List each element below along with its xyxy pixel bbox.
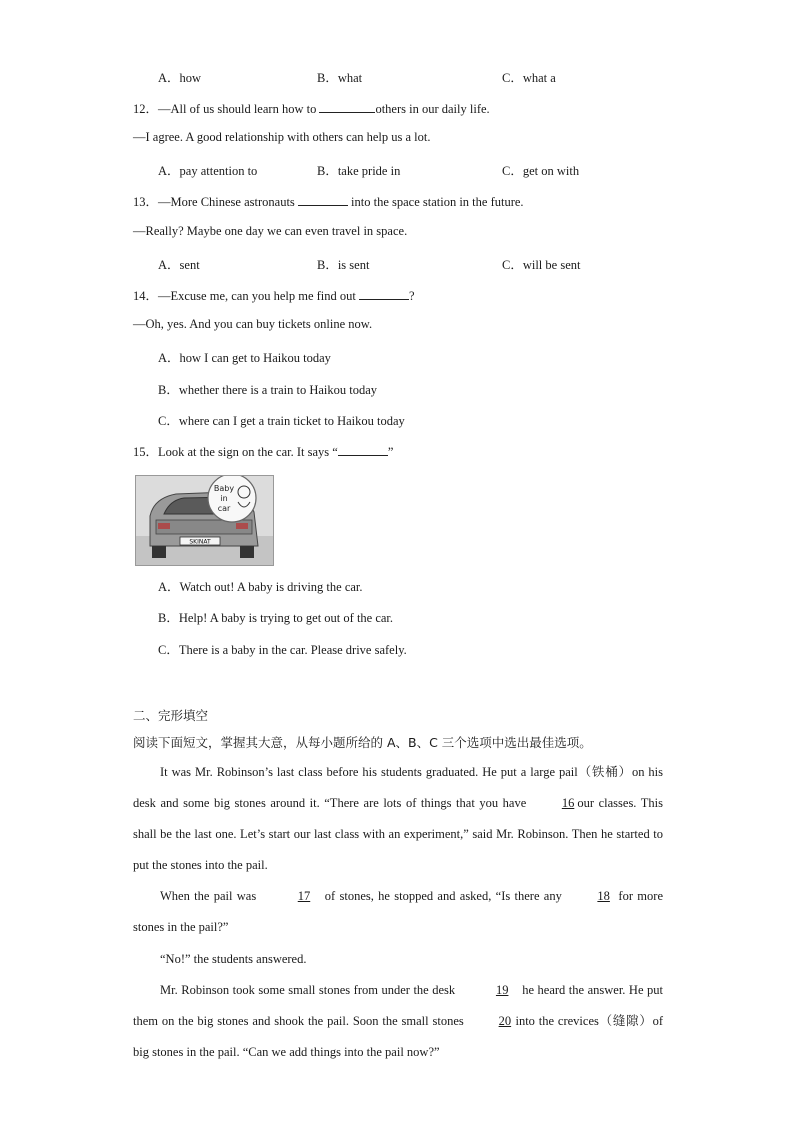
passage-paragraph-3: “No!” the students answered.	[160, 952, 307, 966]
car-illustration	[136, 476, 273, 565]
sign-word-car: car	[217, 504, 231, 513]
sign-word-in: in	[220, 494, 228, 503]
q12-blank	[319, 100, 375, 113]
q12-option-c: C．get on with	[502, 164, 580, 178]
q13-stem	[133, 192, 524, 210]
q14-stem	[133, 286, 415, 304]
car-plate-text: SKINAT	[189, 538, 211, 546]
q11-option-a: A．how	[158, 71, 202, 85]
q14-reply: —Oh, yes. And you can buy tickets online now.	[133, 317, 373, 331]
blank-20: 20	[498, 1014, 512, 1028]
q15-stem-pre: 15．Look at the sign on the car. It says “	[133, 445, 338, 459]
q12-reply: —I agree. A good relationship with others can help us a lot.	[133, 130, 431, 144]
q15-option-c: C．There is a baby in the car. Please drive safely.	[158, 643, 407, 657]
p4-text-b: he heard the answer. He put them on the big stones and shook the pail. Soon the small stones	[133, 983, 663, 1028]
p2-text-a: When the pail was	[160, 889, 261, 903]
p2-text-b: of stones, he stopped and asked, “Is there any	[320, 889, 567, 903]
p2-text-c: for more stones in the pail?”	[133, 889, 663, 934]
sign-word-baby: Baby	[213, 484, 235, 493]
q14-option-b: B．whether there is a train to Haikou today	[158, 383, 378, 397]
q14-option-c: C．where can I get a train ticket to Haikou today	[158, 414, 405, 428]
blank-18: 18	[597, 889, 610, 903]
q14-stem-post: ?	[409, 289, 415, 303]
q13-option-a: A．sent	[158, 258, 200, 272]
q12-option-b: B．take pride in	[317, 164, 401, 178]
q13-option-c: C．will be sent	[502, 258, 581, 272]
p4-text-c: into the crevices（缝隙）of big stones in the pail. “Can we add things into the pail now?”	[133, 1014, 663, 1059]
q15-stem	[133, 442, 393, 460]
q13-stem-pre: 13．—More Chinese astronauts	[133, 195, 298, 209]
q13-blank	[298, 193, 348, 206]
section-instruction: 阅读下面短文，掌握其大意，从每小题所给的 A、B、C 三个选项中选出最佳选项。	[133, 735, 592, 750]
q15-option-b: B．Help! A baby is trying to get out of the car.	[158, 611, 394, 625]
q12-stem-pre: 12．—All of us should learn how to	[133, 102, 320, 116]
q14-blank	[359, 287, 409, 300]
p1-text-c: our classes. This shall be the last one. Let’s start our last class with an experiment,” said Mr. Robinson. Then he started to put the stones into the pail.	[133, 796, 663, 872]
passage-paragraph-1	[133, 757, 663, 881]
q12-option-a: A．pay attention to	[158, 164, 258, 178]
passage-paragraph-4	[133, 975, 663, 1068]
p4-text-a: Mr. Robinson took some small stones from under the desk	[160, 983, 459, 997]
q14-option-a: A．how I can get to Haikou today	[158, 351, 331, 365]
q15-option-a: A．Watch out! A baby is driving the car.	[158, 580, 363, 594]
q13-stem-post: into the space station in the future.	[347, 195, 524, 209]
blank-16: 16	[561, 796, 575, 810]
blank-19: 19	[495, 983, 509, 997]
q12-stem-post: others in our daily life.	[375, 102, 490, 116]
q11-option-c: C．what a	[502, 71, 556, 85]
passage-paragraph-2	[133, 881, 663, 943]
q11-option-b: B．what	[317, 71, 363, 85]
section-title: 二、完形填空	[133, 708, 209, 723]
q13-option-b: B．is sent	[317, 258, 370, 272]
q15-blank	[338, 443, 388, 456]
p1-text-a: It was Mr. Robinson’s last class before his students graduated. He put a large pail（铁桶）on his desk and some big stones around it. “There are lots of things that you have	[133, 765, 663, 810]
q15-stem-post: ”	[387, 445, 394, 459]
q14-stem-pre: 14．—Excuse me, can you help me find out	[133, 289, 359, 303]
blank-17: 17	[297, 889, 311, 903]
car-photo	[135, 475, 274, 566]
q12-stem	[133, 99, 490, 117]
q13-reply: —Really? Maybe one day we can even travel in space.	[133, 224, 408, 238]
